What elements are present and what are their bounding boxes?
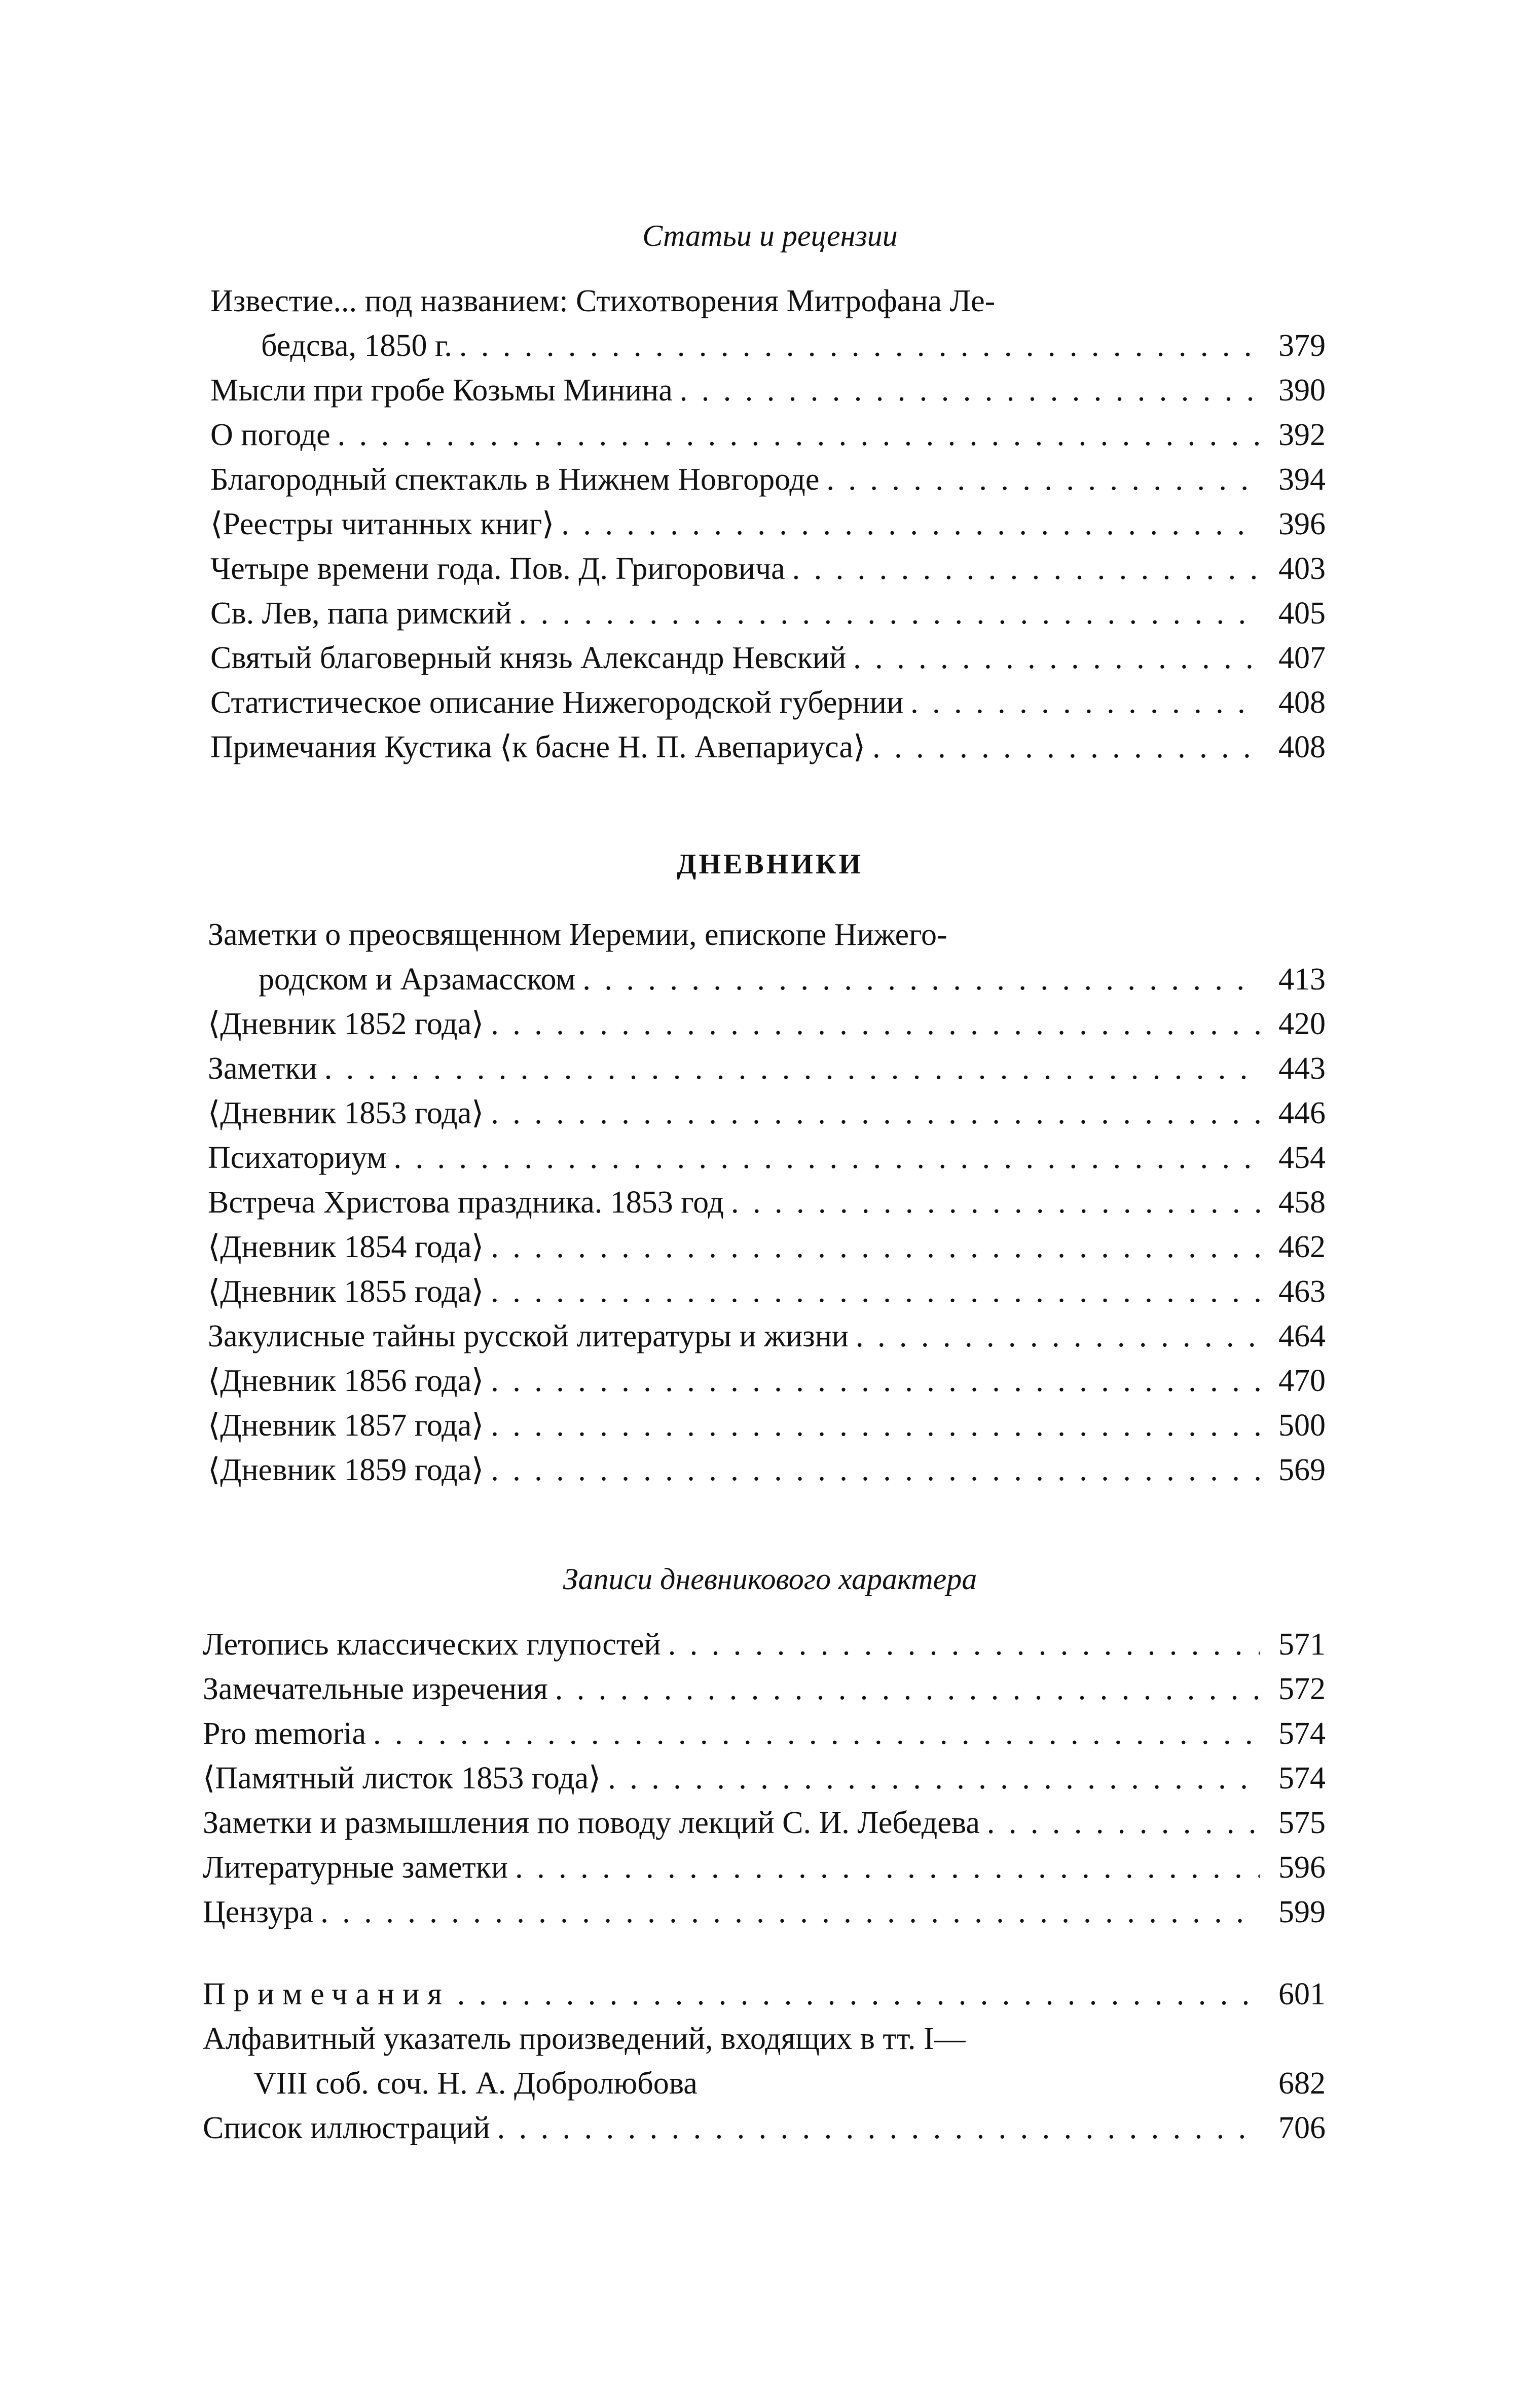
toc-entry[interactable] (203, 1756, 1326, 1801)
toc-entry-page: 390 (1278, 373, 1326, 408)
toc-entry[interactable] (208, 1135, 1326, 1180)
toc-entry-title: Встреча Христова праздника. 1853 год (208, 1185, 724, 1220)
toc-entry-title: ⟨Памятный листок 1853 года⟩ (203, 1761, 601, 1795)
toc-entry[interactable] (208, 1225, 1326, 1269)
toc-entry-title: Замечательные изречения (203, 1672, 548, 1706)
toc-entry-title: Статистическое описание Нижегородской губернии (210, 685, 904, 720)
dot-leader (491, 1225, 1260, 1269)
dot-leader (987, 1801, 1260, 1845)
toc-entry-page: 571 (1278, 1627, 1326, 1662)
dot-leader (731, 1180, 1260, 1225)
section-heading-diary-notes: Записи дневникового характера (563, 1562, 977, 1596)
dot-leader (491, 1091, 1260, 1135)
toc-entry-page: 463 (1278, 1274, 1326, 1309)
dot-leader (497, 2106, 1260, 2150)
toc-entry-title: Цензура (203, 1895, 314, 1929)
toc-entry[interactable] (208, 1002, 1326, 1046)
toc-entry-title: Благородный спектакль в Нижнем Новгороде (210, 462, 820, 497)
dot-leader (457, 1972, 1260, 2017)
dot-leader (491, 1002, 1260, 1046)
toc-entry-title: Примечания Кустика ⟨к басне Н. П. Авепариуса⟩ (210, 730, 866, 764)
toc-entry[interactable] (203, 1845, 1326, 1890)
dot-leader (608, 1756, 1260, 1801)
toc-entry-page: 574 (1278, 1761, 1326, 1795)
toc-entry-title: Заметки (208, 1051, 317, 1086)
section-heading-diaries: ДНЕВНИКИ (676, 849, 864, 880)
toc-entry[interactable] (210, 502, 1326, 546)
toc-entry-page: 464 (1278, 1319, 1326, 1353)
toc-entry[interactable] (203, 2106, 1326, 2150)
dot-leader (459, 323, 1260, 368)
toc-entry[interactable] (203, 2017, 1326, 2106)
toc-entry-title: Список иллюстраций (203, 2111, 490, 2145)
dot-leader (561, 502, 1260, 546)
toc-entry-page: 575 (1278, 1806, 1326, 1840)
toc-entry-title: Летопись классических глупостей (203, 1627, 661, 1662)
toc-entry-page: 569 (1278, 1453, 1326, 1487)
toc-entry[interactable] (208, 1180, 1326, 1225)
toc-entry-page: 403 (1278, 552, 1326, 586)
toc-entry[interactable] (208, 912, 1326, 1002)
toc-entry[interactable] (203, 1801, 1326, 1845)
toc-entry-page: 420 (1278, 1007, 1326, 1041)
toc-entry[interactable] (203, 1711, 1326, 1756)
dot-leader (324, 1046, 1260, 1091)
toc-entry-page: 572 (1278, 1672, 1326, 1706)
toc-entry-page: 458 (1278, 1185, 1326, 1220)
toc-entry-title: Четыре времени года. Пов. Д. Григоровича (210, 552, 785, 586)
toc-entry[interactable] (210, 680, 1326, 725)
dot-leader (320, 1890, 1260, 1934)
toc-entry-page: 394 (1278, 462, 1326, 497)
toc-entry-page: 462 (1278, 1230, 1326, 1264)
toc-entry-title: Литературные заметки (203, 1850, 508, 1885)
dot-leader (491, 1359, 1260, 1403)
toc-entry-title: бедсва, 1850 г. (261, 328, 452, 363)
toc-entry-page: 413 (1278, 962, 1326, 997)
toc-entry-title: ⟨Дневник 1857 года⟩ (208, 1408, 484, 1443)
toc-entry-title: ⟨Дневник 1859 года⟩ (208, 1453, 484, 1487)
toc-entry[interactable] (210, 725, 1326, 769)
toc-entry-page: 454 (1278, 1141, 1326, 1175)
toc-entry-title: ⟨Дневник 1856 года⟩ (208, 1364, 484, 1398)
toc-entry-title: Психаториум (208, 1141, 387, 1175)
toc-entry-page: 574 (1278, 1716, 1326, 1751)
toc-entry-title: Мысли при гробе Козьмы Минина (210, 373, 673, 408)
toc-entry[interactable] (208, 1269, 1326, 1314)
toc-entry-title: ⟨Дневник 1853 года⟩ (208, 1096, 484, 1130)
toc-entry-page: 706 (1278, 2111, 1326, 2145)
toc-entry-title: VIII соб. соч. Н. А. Добролюбова (253, 2066, 698, 2101)
toc-list-diaries (208, 912, 1326, 1492)
dot-leader (856, 1314, 1260, 1359)
toc-entry[interactable] (210, 279, 1326, 368)
toc-entry[interactable] (203, 1890, 1326, 1934)
toc-entry-page: 682 (1278, 2066, 1326, 2101)
toc-entry[interactable] (203, 1667, 1326, 1711)
toc-entry-page: 408 (1278, 730, 1326, 764)
toc-entry-page: 446 (1278, 1096, 1326, 1130)
toc-entry-page: 599 (1278, 1895, 1326, 1929)
toc-entry-title-line1: Заметки о преосвященном Иеремии, епископе Нижего- (208, 918, 947, 952)
dot-leader (491, 1269, 1260, 1314)
toc-list-articles (210, 279, 1326, 769)
toc-entry-page: 392 (1278, 418, 1326, 452)
toc-entry[interactable] (210, 636, 1326, 680)
toc-entry-page: 379 (1278, 328, 1326, 363)
dot-leader (555, 1667, 1260, 1711)
dot-leader (582, 957, 1260, 1002)
toc-entry[interactable] (210, 591, 1326, 636)
toc-list-back-matter (203, 1972, 1326, 2150)
toc-entry[interactable] (203, 1622, 1326, 1667)
toc-entry-page: 601 (1278, 1977, 1326, 2011)
dot-leader (872, 725, 1260, 769)
dot-leader (519, 591, 1260, 636)
dot-leader (826, 457, 1260, 502)
dot-leader (853, 636, 1260, 680)
toc-entry-title-line1: Известие... под названием: Стихотворения Митрофана Ле- (210, 284, 996, 318)
dot-leader (491, 1448, 1260, 1492)
dot-leader (792, 546, 1260, 591)
toc-entry-title: родском и Арзамасском (259, 962, 576, 997)
toc-entry-title: Святый благоверный князь Александр Невский (210, 641, 847, 675)
dot-leader (668, 1622, 1260, 1667)
toc-entry[interactable] (208, 1314, 1326, 1359)
toc-entry-page: 407 (1278, 641, 1326, 675)
toc-entry[interactable] (208, 1359, 1326, 1403)
toc-entry[interactable] (208, 1046, 1326, 1091)
dot-leader (373, 1711, 1260, 1756)
toc-entry-page: 596 (1278, 1850, 1326, 1885)
toc-entry-title: Св. Лев, папа римский (210, 596, 512, 631)
toc-entry-title: Примечания (203, 1977, 450, 2011)
toc-list-diary-notes (203, 1622, 1326, 1934)
toc-entry[interactable] (210, 368, 1326, 413)
toc-entry-title: ⟨Дневник 1854 года⟩ (208, 1230, 484, 1264)
toc-entry[interactable] (210, 457, 1326, 502)
toc-entry[interactable] (208, 1403, 1326, 1448)
toc-entry-page: 470 (1278, 1364, 1326, 1398)
toc-entry[interactable] (210, 413, 1326, 457)
toc-entry-title-line1: Алфавитный указатель произведений, входящих в тт. I— (203, 2022, 966, 2056)
toc-entry[interactable] (208, 1091, 1326, 1135)
toc-entry-page: 408 (1278, 685, 1326, 720)
dot-leader (910, 680, 1260, 725)
toc-entry-title: Pro memoria (203, 1716, 366, 1751)
toc-entry-title: О погоде (210, 418, 331, 452)
toc-entry[interactable] (208, 1448, 1326, 1492)
toc-entry-title: ⟨Реестры читанных книг⟩ (210, 507, 555, 541)
toc-entry[interactable] (210, 546, 1326, 591)
toc-entry[interactable] (203, 1972, 1326, 2017)
toc-entry-page: 405 (1278, 596, 1326, 631)
toc-entry-title: Закулисные тайны русской литературы и жизни (208, 1319, 849, 1353)
dot-leader (491, 1403, 1260, 1448)
dot-leader (338, 413, 1260, 457)
toc-entry-title: ⟨Дневник 1852 года⟩ (208, 1007, 484, 1041)
dot-leader (393, 1135, 1260, 1180)
dot-leader (515, 1845, 1260, 1890)
toc-entry-title: ⟨Дневник 1855 года⟩ (208, 1274, 484, 1309)
toc-entry-page: 443 (1278, 1051, 1326, 1086)
dot-leader (680, 368, 1260, 413)
toc-entry-page: 500 (1278, 1408, 1326, 1443)
toc-entry-title: Заметки и размышления по поводу лекций С. И. Лебедева (203, 1806, 980, 1840)
toc-entry-page: 396 (1278, 507, 1326, 541)
section-heading-articles: Статьи и рецензии (642, 219, 898, 252)
